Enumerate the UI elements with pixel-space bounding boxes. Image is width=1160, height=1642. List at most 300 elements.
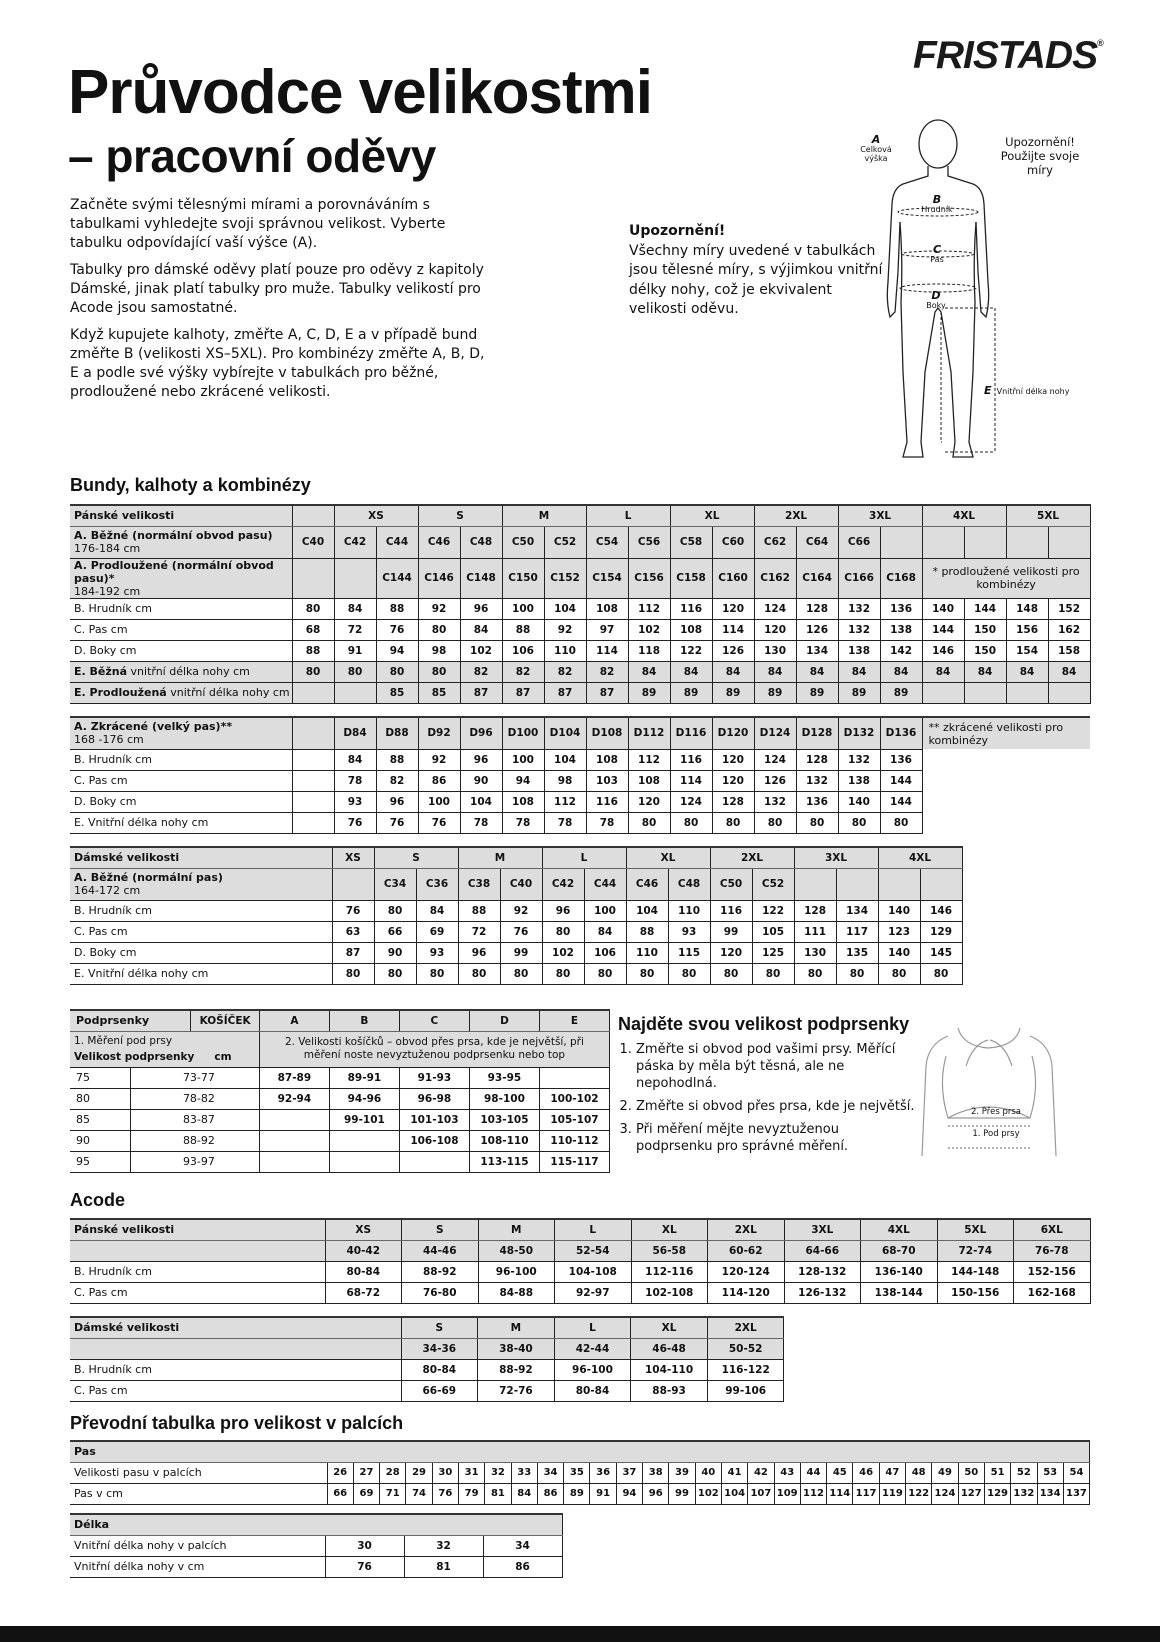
table-cell: 162 [1048,619,1090,640]
table-cell [1048,682,1090,703]
table-cell [922,526,964,558]
size-group-2xl: 2XL [710,847,794,868]
table-cell: 84 [1006,661,1048,682]
table-cell: 112 [544,791,586,812]
table-cell: 92 [418,749,460,770]
table-cell: 125 [752,942,794,963]
table-cell: 116 [586,791,628,812]
table-cell: 104 [626,900,668,921]
acode-mens-header: Pánské velikosti [70,1219,325,1240]
table-cell: 132 [754,791,796,812]
table-cell: 90 [70,1130,130,1151]
table-cell: C148 [460,558,502,598]
table-cell: 93-95 [469,1067,539,1088]
table-cell: 76 [376,812,418,833]
table-cell: 84 [754,661,796,682]
table-cell: C46 [626,868,668,900]
table-cell: 66 [374,921,416,942]
table-cell: 132 [838,598,880,619]
table-cell: 89 [754,682,796,703]
label-a-letter: A [871,133,881,146]
table-cell: 34 [537,1462,563,1483]
table-cell: C64 [796,526,838,558]
table-cell: 112-116 [631,1261,708,1282]
table-row [70,868,962,900]
table-cell: 112 [628,749,670,770]
label-e-letter: E [984,384,992,397]
table-cell [836,868,878,900]
table-note: * prodloužené velikosti pro kombinézy [922,558,1090,598]
table-cell: 80 [334,661,376,682]
table-cell: 99 [500,942,542,963]
table-cell [964,682,1006,703]
fristads-logo: FRISTADS® [913,34,1103,77]
table-cell: 80 [710,963,752,984]
waist-inch-table [70,1440,1090,1505]
table-cell: 88-92 [478,1359,555,1380]
table-cell [878,868,920,900]
table-cell: 110-112 [539,1130,609,1151]
bra-label-1: 1. Pod prsy [972,1129,1020,1139]
table-cell: 104-108 [555,1261,632,1282]
size-group-s: S [374,847,458,868]
row-label: C. Pas cm [70,619,292,640]
row-label-sub: 164-172 cm [74,884,141,897]
table-cell: 84 [511,1483,537,1504]
row-label: E. Vnitřní délka nohy cm [70,963,332,984]
table-cell: 76 [325,1556,404,1577]
bra-step: 2. Změřte si obvod přes prsa, kde je největší. [636,1098,918,1115]
size-group-4xl: 4XL [878,847,962,868]
table-cell: 90 [460,770,502,791]
section-title-inch: Převodní tabulka pro velikost v palcích [70,1413,404,1433]
table-cell: 84 [416,900,458,921]
table-cell: 124 [754,598,796,619]
table-cell: 89 [564,1483,590,1504]
table-cell: 94 [376,640,418,661]
table-row [70,1462,1090,1483]
row-label-sub: 168 -176 cm [74,733,144,747]
bra-sub1b: Velikost podprsenky [74,1051,195,1063]
table-cell: 109 [774,1483,800,1504]
table-cell: 44 [800,1462,826,1483]
table-cell: 4XL [861,1219,938,1240]
row-label [70,526,292,558]
table-cell: 96 [376,791,418,812]
table-cell: 6XL [1014,1219,1091,1240]
label-b [920,195,954,214]
table-cell: 154 [1006,640,1048,661]
table-cell: C44 [584,868,626,900]
label-a-text: Celková výška [860,145,892,163]
table-cell: 102 [695,1483,721,1504]
table-cell: 34-36 [401,1338,478,1359]
table-cell [292,770,334,791]
table-cell: 120 [712,770,754,791]
table-cell [259,1130,329,1151]
table-cell: 80 [70,1088,130,1109]
table-cell: 113-115 [469,1151,539,1172]
row-label: C. Pas cm [70,1282,325,1303]
table-cell: 122 [670,640,712,661]
table-cell: 32 [404,1535,483,1556]
row-label: E. Vnitřní délka nohy cm [70,812,292,833]
table-cell [259,1109,329,1130]
table-cell: C154 [586,558,628,598]
table-cell: C156 [628,558,670,598]
table-cell: 79 [458,1483,484,1504]
table-cell: C66 [838,526,880,558]
table-cell: 98-100 [469,1088,539,1109]
table-cell: 28 [380,1462,406,1483]
table-cell: 80 [794,963,836,984]
table-cell: 88 [502,619,544,640]
size-group-xs: XS [334,505,418,526]
table-cell [399,1151,469,1172]
row-label: B. Hrudník cm [70,749,292,770]
table-cell: 126 [712,640,754,661]
table-cell [1006,526,1048,558]
table-cell: 80 [500,963,542,984]
table-cell: 50 [958,1462,984,1483]
table-cell: 37 [616,1462,642,1483]
table-cell: 104 [544,598,586,619]
table-cell: 76-78 [1014,1240,1091,1261]
short-size-table [70,716,1090,834]
table-cell: 80 [292,661,334,682]
table-cell: 132 [1011,1483,1037,1504]
row-label-sub: 184-192 cm [74,584,141,598]
table-cell: 129 [984,1483,1010,1504]
table-cell: C168 [880,558,922,598]
table-row [70,1535,562,1556]
size-group-s: S [418,505,502,526]
cup-b: B [329,1010,399,1031]
table-cell: 33 [511,1462,537,1483]
bra-sub1: 1. Měření pod prsy [74,1035,173,1047]
table-cell: 158 [1048,640,1090,661]
page-title: Průvodce velikostmi [68,58,653,127]
table-cell [292,682,334,703]
table-cell: 135 [836,942,878,963]
table-cell: 88-92 [402,1261,479,1282]
table-cell: 29 [406,1462,432,1483]
table-cell: 92-97 [555,1282,632,1303]
table-cell: C52 [752,868,794,900]
table-cell: 88-93 [631,1380,708,1401]
table-cell: C56 [628,526,670,558]
table-cell: 134 [1037,1483,1063,1504]
table-cell: 89 [796,682,838,703]
table-cell: 88 [626,921,668,942]
row-label: Pas v cm [70,1483,327,1504]
label-b-letter: B [932,193,942,206]
table-cell: 80 [542,921,584,942]
row-label [70,1338,401,1359]
table-cell: 46-48 [631,1338,708,1359]
table-header-row [70,1010,610,1031]
table-cell: 73-77 [130,1067,259,1088]
table-cell: 49 [932,1462,958,1483]
table-cell: 110 [544,640,586,661]
table-cell: 81 [404,1556,483,1577]
table-cell: 92 [544,619,586,640]
table-cell [539,1067,609,1088]
bra-title: Najděte svou velikost podprsenky [618,1014,910,1034]
table-cell: 54 [1063,1462,1089,1483]
table-cell: L [555,1219,632,1240]
table-cell: 117 [836,921,878,942]
table-cell: 144-148 [937,1261,1014,1282]
table-cell: 136 [796,791,838,812]
table-cell: 87 [502,682,544,703]
table-cell: D96 [460,717,502,749]
table-cell: 80 [292,598,334,619]
bra-step: 3. Při měření mějte nevyztuženou podprsenku pro správné měření. [636,1121,918,1155]
table-cell: 86 [537,1483,563,1504]
table-cell: 80-84 [325,1261,402,1282]
table-row [70,1031,610,1067]
table-cell: 63 [332,921,374,942]
table-cell: 134 [796,640,838,661]
table-cell: 107 [748,1483,774,1504]
table-cell: 32 [485,1462,511,1483]
table-row [70,1240,1090,1261]
table-cell: 66-69 [401,1380,478,1401]
table-cell: 84 [712,661,754,682]
table-cell: 94 [616,1483,642,1504]
table-cell: 42 [748,1462,774,1483]
table-cell: 99-106 [707,1380,784,1401]
table-cell [329,1130,399,1151]
table-row [70,661,1090,682]
table-cell: D132 [838,717,880,749]
table-cell: 93 [334,791,376,812]
table-cell: 56-58 [631,1240,708,1261]
table-cell: 80 [584,963,626,984]
table-cell: 99 [710,921,752,942]
table-cell: 108 [670,619,712,640]
row-label: Velikosti pasu v palcích [70,1462,327,1483]
section-title-main: Bundy, kalhoty a kombinézy [70,475,311,495]
table-cell: D136 [880,717,922,749]
table-row [70,749,1090,770]
table-header-row [70,505,1090,526]
table-cell: 100-102 [539,1088,609,1109]
table-cell: 101-103 [399,1109,469,1130]
table-cell: C42 [542,868,584,900]
section-title-acode: Acode [70,1190,126,1210]
table-cell: 90 [374,942,416,963]
row-label [70,1240,325,1261]
table-cell: 80 [836,963,878,984]
table-cell: 114 [712,619,754,640]
table-cell: C58 [670,526,712,558]
table-cell: 93 [668,921,710,942]
table-cell: D112 [628,717,670,749]
table-cell: 140 [878,900,920,921]
table-cell: 40-42 [325,1240,402,1261]
table-cell [1048,526,1090,558]
table-row [70,640,1090,661]
table-cell: 98 [544,770,586,791]
table-cell: 87 [332,942,374,963]
table-cell: 110 [668,900,710,921]
table-cell: 114 [827,1483,853,1504]
table-cell: 72 [334,619,376,640]
table-cell: 80 [376,661,418,682]
table-cell: 112 [800,1483,826,1504]
row-label: B. Hrudník cm [70,1359,401,1380]
table-row [70,1109,610,1130]
table-cell: C144 [376,558,418,598]
table-row [70,1130,610,1151]
acode-womens-table [70,1316,784,1402]
table-row [70,900,962,921]
label-c-text: Pas [930,255,944,264]
table-cell: 51 [984,1462,1010,1483]
table-cell: 76 [334,812,376,833]
table-cell: 74 [406,1483,432,1504]
table-cell: 88 [376,749,418,770]
table-cell: 81 [485,1483,511,1504]
table-cell: 128 [794,900,836,921]
table-cell: 114 [586,640,628,661]
size-group-5xl: 5XL [1006,505,1090,526]
table-cell: 89 [670,682,712,703]
table-cell: 72-74 [937,1240,1014,1261]
table-cell: 128 [712,791,754,812]
cup-c: C [399,1010,469,1031]
table-cell: 69 [353,1483,379,1504]
table-cell: 102 [460,640,502,661]
table-cell: 80 [418,661,460,682]
table-cell: 52-54 [555,1240,632,1261]
table-cell [292,558,334,598]
table-cell: L [554,1317,631,1338]
bra-step: 1. Změřte si obvod pod vašimi prsy. Měřící páska by měla být těsná, ale ne nepohodlná. [636,1041,918,1092]
label-c [922,245,952,264]
table-cell: 126 [796,619,838,640]
table-cell: 148 [1006,598,1048,619]
table-cell: 95 [70,1151,130,1172]
intro-text [70,196,490,410]
table-cell [334,682,376,703]
table-cell: 100 [502,749,544,770]
table-cell: 80 [332,963,374,984]
table-cell: 45 [827,1462,853,1483]
table-cell: 134 [836,900,878,921]
table-cell: C146 [418,558,460,598]
table-cell: 124 [754,749,796,770]
table-cell: 89 [712,682,754,703]
label-e [984,386,1094,396]
table-cell: 91-93 [399,1067,469,1088]
table-cell: 108 [502,791,544,812]
table-cell: 88 [376,598,418,619]
womens-header: Dámské velikosti [70,847,332,868]
table-cell: 104 [544,749,586,770]
table-cell: 129 [920,921,962,942]
table-cell: 80 [668,963,710,984]
table-cell: 96 [460,598,502,619]
table-cell: 144 [922,619,964,640]
table-cell: 114 [670,770,712,791]
table-cell: 52 [1011,1462,1037,1483]
row-label-bold: E. Prodloužená [74,686,167,699]
bra-measurement-figure [918,1026,1068,1161]
row-label: D. Boky cm [70,640,292,661]
table-cell: 152 [1048,598,1090,619]
body-measurement-figure [845,112,1085,482]
table-cell: 46 [853,1462,879,1483]
size-group-3xl: 3XL [838,505,922,526]
table-cell: 137 [1063,1483,1089,1504]
table-cell: C36 [416,868,458,900]
table-cell: 116 [670,598,712,619]
table-cell: 75 [70,1067,130,1088]
table-cell: 130 [754,640,796,661]
table-cell: 122 [906,1483,932,1504]
table-cell: 48 [906,1462,932,1483]
size-group-xl: XL [670,505,754,526]
table-cell: 108 [628,770,670,791]
table-cell: 123 [878,921,920,942]
womens-size-table [70,846,963,985]
table-cell: D128 [796,717,838,749]
table-cell: 128 [796,598,838,619]
bra-steps [618,1041,918,1155]
table-cell: 80 [374,900,416,921]
table-cell: 80 [752,963,794,984]
table-cell: 106-108 [399,1130,469,1151]
table-cell: 136-140 [861,1261,938,1282]
table-cell: D92 [418,717,460,749]
row-label-bold: A. Zkrácené (velký pas)** [74,720,233,734]
table-cell: 87 [586,682,628,703]
table-cell: 89 [880,682,922,703]
table-cell: 138 [880,619,922,640]
table-cell: 35 [564,1462,590,1483]
table-cell: 2XL [708,1219,785,1240]
table-cell: 130 [794,942,836,963]
table-cell: 98 [418,640,460,661]
table-cell: 84-88 [478,1282,555,1303]
table-cell: 96 [643,1483,669,1504]
table-cell: 96-100 [554,1359,631,1380]
table-cell: 47 [879,1462,905,1483]
table-cell: 96 [542,900,584,921]
table-cell: 96-98 [399,1088,469,1109]
table-cell: 115-117 [539,1151,609,1172]
table-cell: C158 [670,558,712,598]
row-label: B. Hrudník cm [70,900,332,921]
cup-a: A [259,1010,329,1031]
table-cell: 53 [1037,1462,1063,1483]
table-cell: 88 [458,900,500,921]
table-cell: 84 [1048,661,1090,682]
table-cell: 124 [670,791,712,812]
table-cell: 30 [325,1535,404,1556]
table-cell: 142 [880,640,922,661]
table-cell: 119 [879,1483,905,1504]
table-cell: 150 [964,619,1006,640]
table-row [70,1380,784,1401]
table-cell: 115 [668,942,710,963]
table-cell: S [401,1317,478,1338]
table-cell: 99 [669,1483,695,1504]
table-header-row [70,847,962,868]
